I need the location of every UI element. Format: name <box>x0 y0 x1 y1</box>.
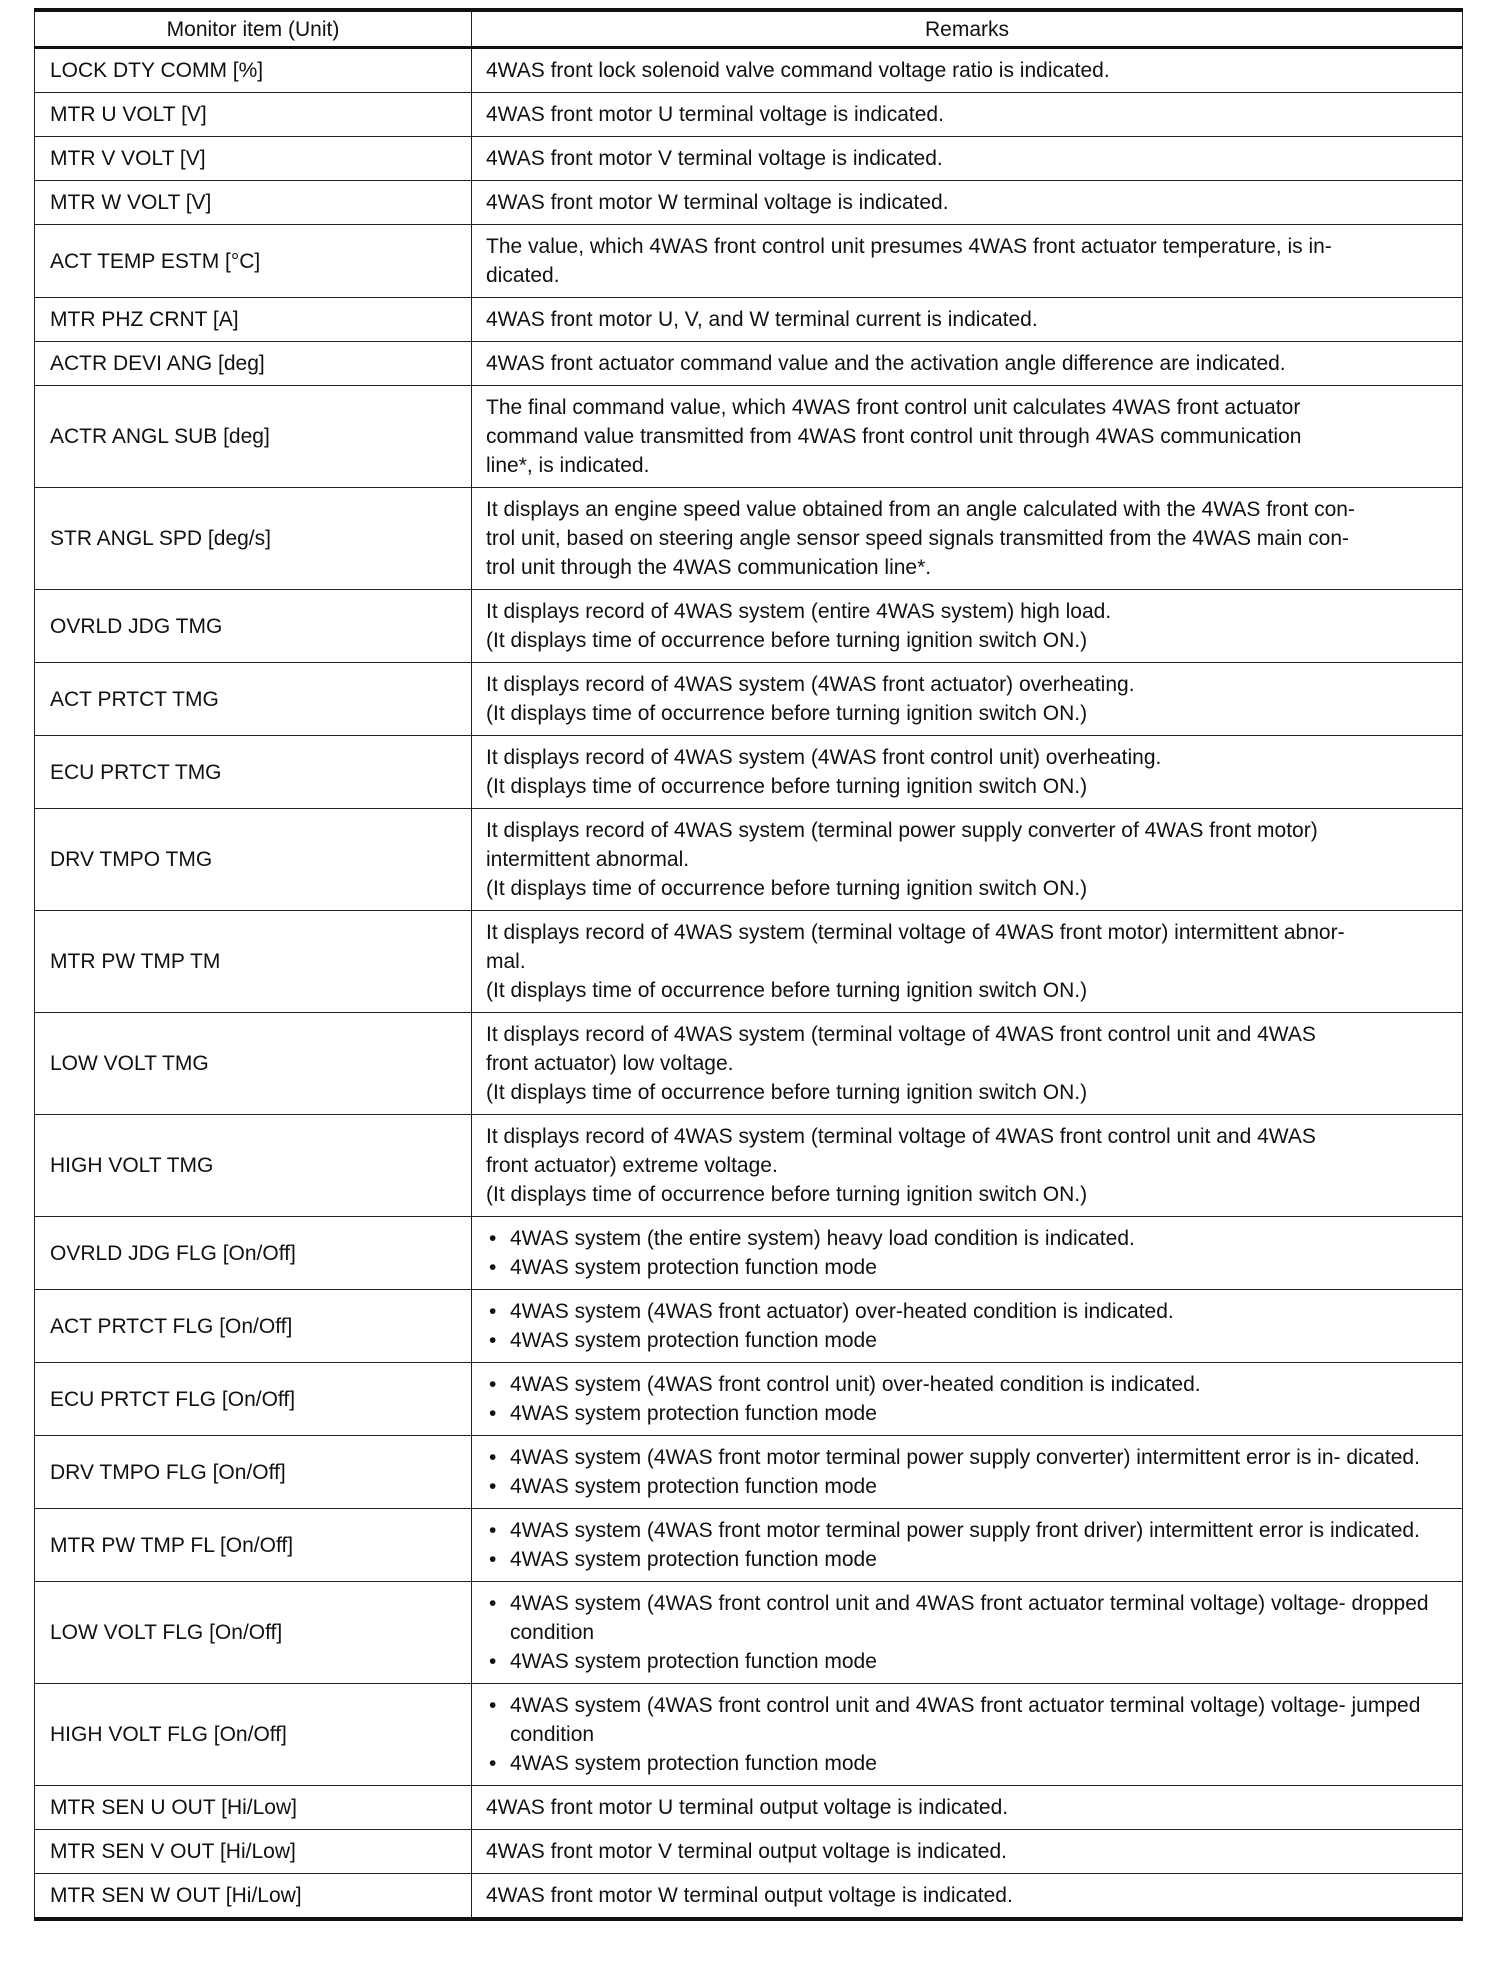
remarks-line: (It displays time of occurrence before turning ignition switch ON.) <box>486 1183 1088 1206</box>
remarks-bullet-item: • 4WAS system protection function mode <box>486 1253 1448 1282</box>
remarks-bullet-list <box>486 1224 1448 1282</box>
table-row <box>35 911 1463 1013</box>
remarks-cell <box>472 93 1463 137</box>
table-row <box>35 809 1463 911</box>
table-header <box>35 10 1463 48</box>
remarks-cell <box>472 48 1463 93</box>
monitor-item-cell: MTR SEN V OUT [Hi/Low] <box>35 1830 472 1874</box>
remarks-bullet-item: • 4WAS system (4WAS front control unit and 4WAS front actuator terminal voltage) voltage- jumped condition <box>486 1691 1448 1749</box>
table-row <box>35 181 1463 225</box>
monitor-item-cell: HIGH VOLT FLG [On/Off] <box>35 1684 472 1786</box>
remarks-bullet-item: • 4WAS system protection function mode <box>486 1647 1448 1676</box>
table-row <box>35 1874 1463 1920</box>
remarks-line: The value, which 4WAS front control unit presumes 4WAS front actuator temperature, is in- <box>486 235 1332 258</box>
monitor-item-cell: ACTR ANGL SUB [deg] <box>35 386 472 488</box>
table-row <box>35 298 1463 342</box>
monitor-item-cell: OVRLD JDG FLG [On/Off] <box>35 1217 472 1290</box>
monitor-item-cell: ACT PRTCT TMG <box>35 663 472 736</box>
remarks-cell <box>472 1509 1463 1582</box>
monitor-item-cell: MTR SEN W OUT [Hi/Low] <box>35 1874 472 1920</box>
monitor-item-cell: MTR W VOLT [V] <box>35 181 472 225</box>
table-row <box>35 1013 1463 1115</box>
remarks-bullet-item: • 4WAS system (4WAS front motor terminal power supply converter) intermittent error is in- dicated. <box>486 1443 1448 1472</box>
table-row <box>35 663 1463 736</box>
remarks-cell <box>472 736 1463 809</box>
table-row <box>35 1684 1463 1786</box>
table-row <box>35 386 1463 488</box>
monitor-item-cell: ACT PRTCT FLG [On/Off] <box>35 1290 472 1363</box>
remarks-line: It displays record of 4WAS system (4WAS front control unit) overheating. <box>486 746 1162 769</box>
remarks-cell <box>472 809 1463 911</box>
remarks-cell <box>472 1830 1463 1874</box>
monitor-item-cell: MTR V VOLT [V] <box>35 137 472 181</box>
monitor-item-cell: MTR PW TMP TM <box>35 911 472 1013</box>
remarks-cell <box>472 1363 1463 1436</box>
table-row <box>35 1509 1463 1582</box>
remarks-line: 4WAS front motor U terminal output voltage is indicated. <box>486 1796 1009 1819</box>
remarks-line: (It displays time of occurrence before turning ignition switch ON.) <box>486 1081 1088 1104</box>
remarks-cell <box>472 1582 1463 1684</box>
remarks-line: 4WAS front motor V terminal voltage is indicated. <box>486 147 943 170</box>
table-row <box>35 1290 1463 1363</box>
remarks-line: 4WAS front actuator command value and the activation angle difference are indicated. <box>486 352 1286 375</box>
remarks-cell <box>472 911 1463 1013</box>
remarks-line: (It displays time of occurrence before turning ignition switch ON.) <box>486 629 1088 652</box>
remarks-line: The final command value, which 4WAS front control unit calculates 4WAS front actuator <box>486 396 1301 419</box>
remarks-cell <box>472 181 1463 225</box>
remarks-cell <box>472 1684 1463 1786</box>
remarks-line: 4WAS front motor U, V, and W terminal current is indicated. <box>486 308 1038 331</box>
monitor-item-cell: MTR SEN U OUT [Hi/Low] <box>35 1786 472 1830</box>
monitor-item-cell: ACTR DEVI ANG [deg] <box>35 342 472 386</box>
remarks-line: 4WAS front motor V terminal output voltage is indicated. <box>486 1840 1007 1863</box>
remarks-cell <box>472 1115 1463 1217</box>
remarks-cell <box>472 663 1463 736</box>
remarks-bullet-list <box>486 1443 1448 1501</box>
monitor-item-cell: LOW VOLT FLG [On/Off] <box>35 1582 472 1684</box>
remarks-line: 4WAS front motor W terminal voltage is indicated. <box>486 191 949 214</box>
remarks-line: 4WAS front motor U terminal voltage is indicated. <box>486 103 944 126</box>
remarks-bullet-list <box>486 1589 1448 1676</box>
remarks-line: It displays an engine speed value obtained from an angle calculated with the 4WAS front con- <box>486 498 1355 521</box>
remarks-line: (It displays time of occurrence before turning ignition switch ON.) <box>486 775 1088 798</box>
remarks-line: front actuator) low voltage. <box>486 1052 734 1075</box>
remarks-cell <box>472 225 1463 298</box>
remarks-bullet-item: • 4WAS system (4WAS front control unit) over-heated condition is indicated. <box>486 1370 1448 1399</box>
remarks-cell <box>472 298 1463 342</box>
table-row <box>35 225 1463 298</box>
remarks-line: It displays record of 4WAS system (4WAS front actuator) overheating. <box>486 673 1135 696</box>
monitor-item-cell: MTR PW TMP FL [On/Off] <box>35 1509 472 1582</box>
remarks-cell <box>472 488 1463 590</box>
remarks-line: command value transmitted from 4WAS front control unit through 4WAS communication <box>486 425 1302 448</box>
monitor-item-cell: DRV TMPO TMG <box>35 809 472 911</box>
remarks-cell <box>472 1874 1463 1920</box>
remarks-line: It displays record of 4WAS system (terminal voltage of 4WAS front motor) intermittent abnor- <box>486 921 1345 944</box>
remarks-line: front actuator) extreme voltage. <box>486 1154 778 1177</box>
remarks-bullet-list <box>486 1516 1448 1574</box>
remarks-cell <box>472 1436 1463 1509</box>
remarks-line: line*, is indicated. <box>486 454 650 477</box>
remarks-bullet-item: • 4WAS system protection function mode <box>486 1545 1448 1574</box>
table-row <box>35 137 1463 181</box>
remarks-cell <box>472 590 1463 663</box>
remarks-bullet-item: • 4WAS system (4WAS front control unit and 4WAS front actuator terminal voltage) voltage- dropped condition <box>486 1589 1448 1647</box>
remarks-bullet-item: • 4WAS system (4WAS front actuator) over-heated condition is indicated. <box>486 1297 1448 1326</box>
remarks-cell <box>472 1786 1463 1830</box>
remarks-bullet-item: • 4WAS system (the entire system) heavy load condition is indicated. <box>486 1224 1448 1253</box>
remarks-line: (It displays time of occurrence before turning ignition switch ON.) <box>486 702 1088 725</box>
remarks-line: It displays record of 4WAS system (terminal voltage of 4WAS front control unit and 4WAS <box>486 1023 1316 1046</box>
table-row <box>35 342 1463 386</box>
table-row <box>35 590 1463 663</box>
monitor-item-cell: OVRLD JDG TMG <box>35 590 472 663</box>
remarks-line: intermittent abnormal. <box>486 848 690 871</box>
table-row <box>35 1363 1463 1436</box>
remarks-bullet-list <box>486 1370 1448 1428</box>
remarks-line: It displays record of 4WAS system (entire 4WAS system) high load. <box>486 600 1112 623</box>
remarks-cell <box>472 1013 1463 1115</box>
monitor-item-cell: ECU PRTCT TMG <box>35 736 472 809</box>
table-body <box>35 48 1463 1920</box>
table-row <box>35 1217 1463 1290</box>
remarks-cell <box>472 1217 1463 1290</box>
remarks-cell <box>472 137 1463 181</box>
remarks-line: mal. <box>486 950 526 973</box>
monitor-item-cell: ECU PRTCT FLG [On/Off] <box>35 1363 472 1436</box>
remarks-line: (It displays time of occurrence before turning ignition switch ON.) <box>486 877 1088 900</box>
remarks-bullet-item: • 4WAS system protection function mode <box>486 1326 1448 1355</box>
column-header-remarks: Remarks <box>472 10 1463 48</box>
monitor-item-cell: STR ANGL SPD [deg/s] <box>35 488 472 590</box>
table-row <box>35 93 1463 137</box>
remarks-line: 4WAS front lock solenoid valve command voltage ratio is indicated. <box>486 59 1110 82</box>
remarks-bullet-list <box>486 1297 1448 1355</box>
remarks-cell <box>472 342 1463 386</box>
remarks-line: It displays record of 4WAS system (terminal voltage of 4WAS front control unit and 4WAS <box>486 1125 1316 1148</box>
monitor-item-cell: HIGH VOLT TMG <box>35 1115 472 1217</box>
remarks-bullet-item: • 4WAS system (4WAS front motor terminal power supply front driver) intermittent error is indicated. <box>486 1516 1448 1545</box>
table-row <box>35 48 1463 93</box>
header-row <box>35 10 1463 48</box>
table-row <box>35 1830 1463 1874</box>
monitor-item-cell: MTR U VOLT [V] <box>35 93 472 137</box>
monitor-item-cell: DRV TMPO FLG [On/Off] <box>35 1436 472 1509</box>
monitor-item-cell: MTR PHZ CRNT [A] <box>35 298 472 342</box>
remarks-bullet-item: • 4WAS system protection function mode <box>486 1472 1448 1501</box>
table-row <box>35 1436 1463 1509</box>
monitor-item-cell: ACT TEMP ESTM [°C] <box>35 225 472 298</box>
remarks-cell <box>472 386 1463 488</box>
monitor-item-cell: LOCK DTY COMM [%] <box>35 48 472 93</box>
monitor-item-table <box>34 8 1463 1921</box>
monitor-item-cell: LOW VOLT TMG <box>35 1013 472 1115</box>
column-header-monitor-item: Monitor item (Unit) <box>35 10 472 48</box>
table-row <box>35 1786 1463 1830</box>
remarks-bullet-list <box>486 1691 1448 1778</box>
remarks-bullet-item: • 4WAS system protection function mode <box>486 1749 1448 1778</box>
table-row <box>35 736 1463 809</box>
remarks-line: dicated. <box>486 264 560 287</box>
remarks-cell <box>472 1290 1463 1363</box>
table-row <box>35 1115 1463 1217</box>
remarks-line: trol unit through the 4WAS communication line*. <box>486 556 932 579</box>
table-row <box>35 488 1463 590</box>
table-row <box>35 1582 1463 1684</box>
remarks-line: trol unit, based on steering angle sensor speed signals transmitted from the 4WAS main con- <box>486 527 1349 550</box>
remarks-line: (It displays time of occurrence before turning ignition switch ON.) <box>486 979 1088 1002</box>
remarks-bullet-item: • 4WAS system protection function mode <box>486 1399 1448 1428</box>
remarks-line: 4WAS front motor W terminal output voltage is indicated. <box>486 1884 1013 1907</box>
remarks-line: It displays record of 4WAS system (terminal power supply converter of 4WAS front motor) <box>486 819 1318 842</box>
